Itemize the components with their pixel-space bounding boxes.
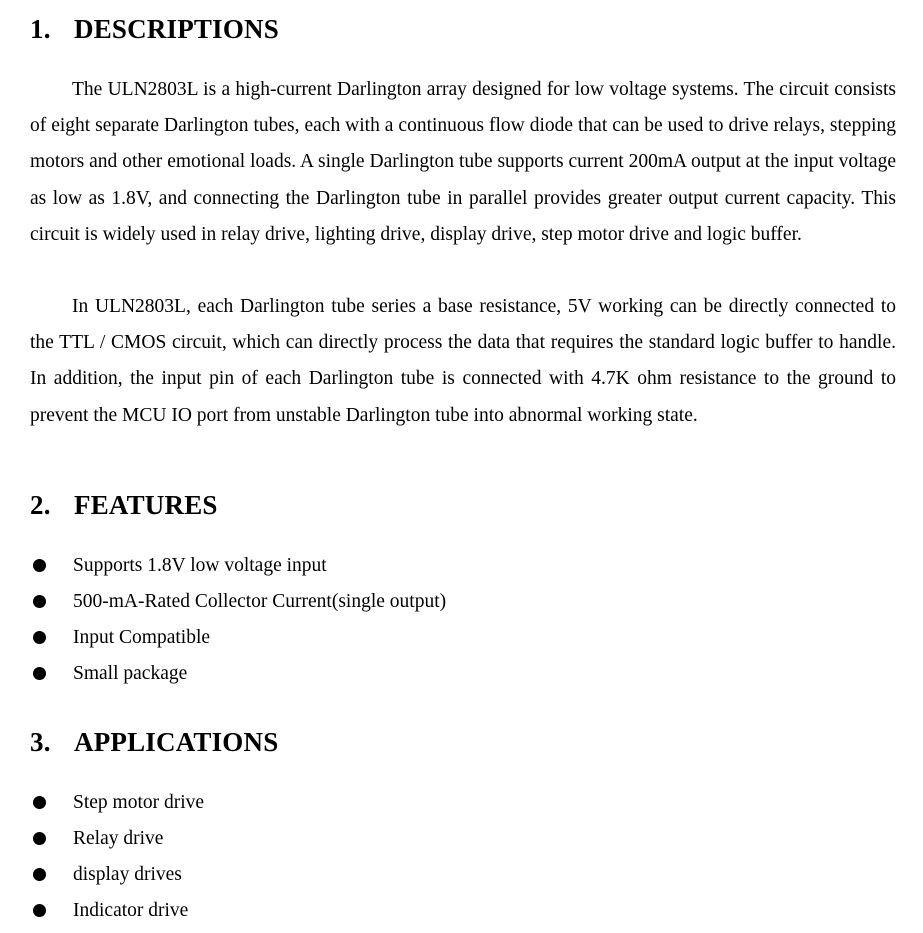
applications-number: 3.: [30, 727, 51, 757]
features-heading: [30, 489, 218, 521]
descriptions-title: DESCRIPTIONS: [74, 14, 279, 44]
application-text: Indicator drive: [73, 900, 189, 921]
applications-title: APPLICATIONS: [74, 727, 279, 757]
bullet-icon: [33, 559, 46, 572]
bullet-icon: [33, 904, 46, 917]
bullet-icon: [33, 796, 46, 809]
feature-text: Small package: [73, 663, 188, 684]
descriptions-paragraph-2: In ULN2803L, each Darlington tube series a base resistance, 5V working can be directly connected to the TTL / CMOS circuit, which can directly process the data that requires the standard logic buffer to handle. In addition, the input pin of each Darlington tube is connected with 4.7K ohm resistance to the ground to prevent the MCU IO port from unstable Darlington tube into abnormal working state.: [30, 296, 896, 426]
feature-text: Supports 1.8V low voltage input: [73, 555, 327, 576]
bullet-icon: [33, 832, 46, 845]
feature-text: Input Compatible: [73, 627, 211, 648]
feature-text: 500-mA-Rated Collector Current(single output): [73, 591, 447, 612]
application-text: Relay drive: [73, 828, 164, 849]
descriptions-heading: [30, 13, 279, 45]
features-title: FEATURES: [74, 490, 218, 520]
features-number: 2.: [30, 490, 51, 520]
descriptions-number: 1.: [30, 14, 51, 44]
bullet-icon: [33, 868, 46, 881]
applications-heading: [30, 726, 278, 758]
application-text: Step motor drive: [73, 792, 205, 813]
bullet-icon: [33, 595, 46, 608]
application-text: display drives: [73, 864, 182, 885]
bullet-icon: [33, 631, 46, 644]
descriptions-paragraph-1: The ULN2803L is a high-current Darlington array designed for low voltage systems. The circuit consists of eight separate Darlington tubes, each with a continuous flow diode that can be used to drive relays, stepping motors and other emotional loads. A single Darlington tube supports current 200mA output at the input voltage as low as 1.8V, and connecting the Darlington tube in parallel provides greater output current capacity. This circuit is widely used in relay drive, lighting drive, display drive, step motor drive and logic buffer.: [30, 79, 896, 245]
bullet-icon: [33, 667, 46, 680]
